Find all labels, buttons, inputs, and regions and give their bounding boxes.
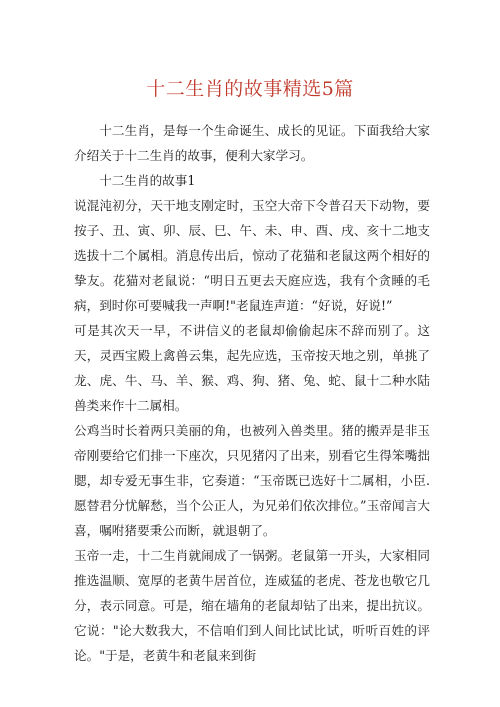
section-heading: 十二生肖的故事1	[99, 173, 196, 188]
body-paragraph: 说混沌初分，天干地支刚定时，玉空大帝下令普召天下动物，要按子、丑、寅、卯、辰、巳、午、未、申、酉、戌、亥十二地支选拔十二个属相。消息传出后，惊动了花猫和老鼠这两个相好的挚友。花猫对老鼠说：“明日五更去天庭应选，我有个贪睡的毛病，到时你可要喊我一声啊!"老鼠连声道：“好说，好说!”	[74, 198, 430, 313]
body-paragraph: 玉帝一走，十二生肖就闹成了一锅粥。老鼠第一开头，大家相同推选温顺、宽厚的老黄牛居首位，连威猛的老虎、苍龙也敬它几分，表示同意。可是，缩在墙角的老鼠却钻了出来，提出抗议。它说："论大数我大，不信咱们到人间比试比试，听听百姓的评论。"于是，老黄牛和老鼠来到街	[74, 548, 430, 663]
document-title: 十二生肖的故事精选5篇	[146, 78, 354, 100]
body-paragraph: 可是其次天一早，不讲信义的老鼠却偷偷起床不辞而别了。这天，灵西宝殿上禽兽云集，起先应选，玉帝按天地之别，单挑了龙、虎、牛、马、羊、猴、鸡、狗、猪、兔、蛇、鼠十二种水陆兽类来作十二属相。	[74, 323, 430, 413]
intro-paragraph: 十二生肖，是每一个生命诞生、成长的见证。下面我给大家介绍关于十二生肖的故事，便利大家学习。	[74, 123, 430, 163]
body-paragraph: 公鸡当时长着两只美丽的角，也被列入兽类里。猪的搬弄是非玉帝刚要给它们排一下座次，只见猪闪了出来，别看它生得笨嘴拙腮，却专爱无事生非，它奏道：“玉帝既已选好十二属相，小臣.愿替君分忧解愁，当个公正人，为兄弟们依次排位。”玉帝闻言大喜，嘱咐猪要秉公而断，就退朝了。	[74, 423, 430, 538]
document-body	[74, 118, 430, 668]
